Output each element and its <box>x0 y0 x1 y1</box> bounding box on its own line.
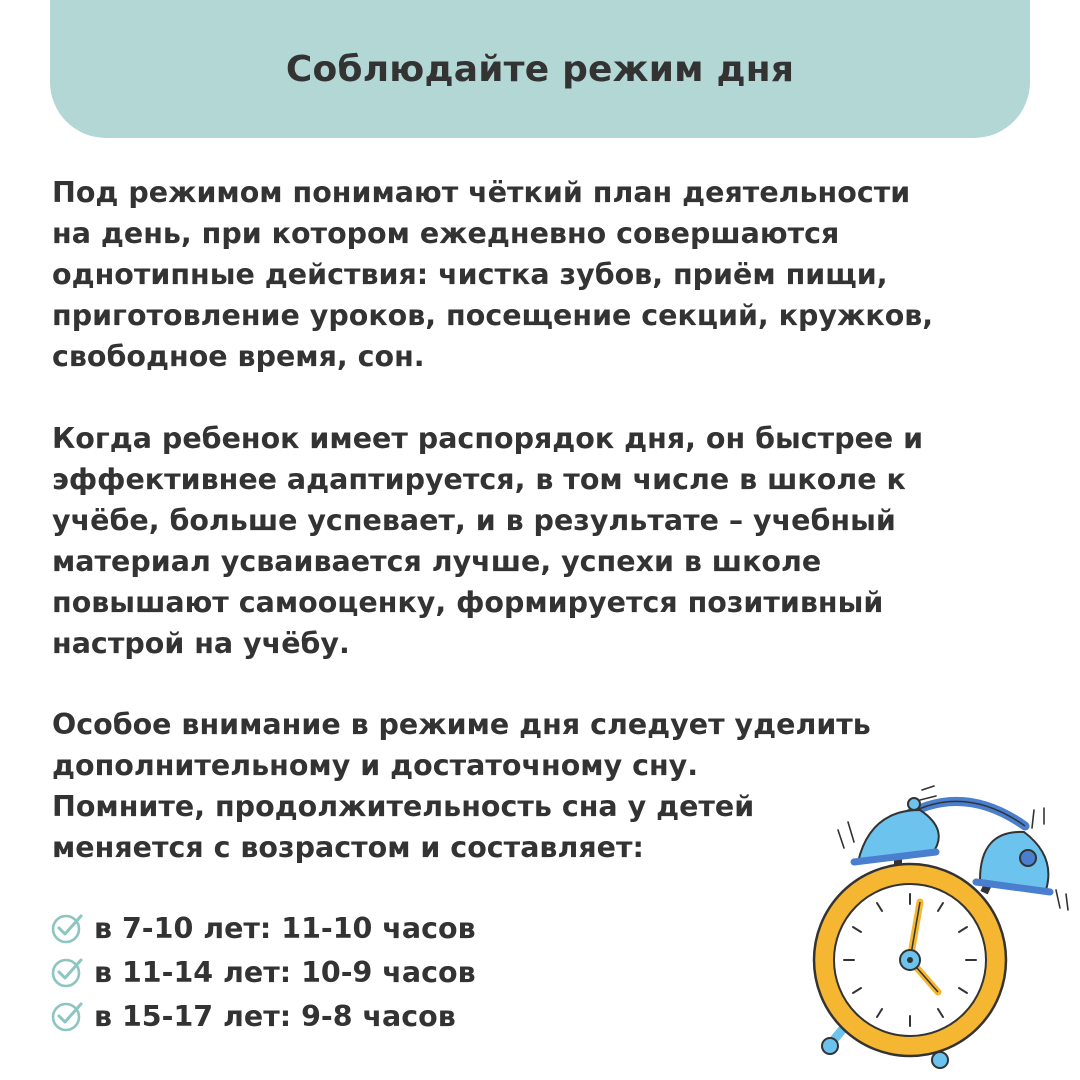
header-banner <box>50 0 1030 138</box>
sleep-duration-list <box>50 906 476 1038</box>
text-line: повышают самооценку, формируется позитивный <box>52 586 884 619</box>
alarm-clock-illustration <box>810 770 1080 1080</box>
text-line: Помните, продолжительность сна у детей <box>52 790 755 823</box>
text-line: Когда ребенок имеет распорядок дня, он быстрее и <box>52 422 924 455</box>
paragraph-routine-benefits <box>52 418 1032 664</box>
list-item-label: в 11-14 лет: 10-9 часов <box>94 955 476 989</box>
text-line: дополнительному и достаточному сну. <box>52 749 699 782</box>
page-title: Соблюдайте режим дня <box>285 48 795 90</box>
check-circle-icon <box>50 999 84 1033</box>
paragraph-routine-definition <box>52 172 1032 377</box>
text-line: свободное время, сон. <box>52 340 425 373</box>
check-circle-icon <box>50 955 84 989</box>
list-item <box>50 906 476 950</box>
list-item-label: в 7-10 лет: 11-10 часов <box>94 911 476 945</box>
list-item <box>50 994 476 1038</box>
check-circle-icon <box>50 911 84 945</box>
text-line: на день, при котором ежедневно совершаются <box>52 217 840 250</box>
text-line: приготовление уроков, посещение секций, кружков, <box>52 299 934 332</box>
text-line: однотипные действия: чистка зубов, приём пищи, <box>52 258 888 291</box>
list-item-label: в 15-17 лет: 9-8 часов <box>94 999 456 1033</box>
text-line: меняется с возрастом и составляет: <box>52 831 644 864</box>
list-item <box>50 950 476 994</box>
text-line: материал усваивается лучше, успехи в школе <box>52 545 822 578</box>
text-line: эффективнее адаптируется, в том числе в школе к <box>52 463 906 496</box>
text-line: настрой на учёбу. <box>52 627 350 660</box>
text-line: учёбе, больше успевает, и в результате – учебный <box>52 504 896 537</box>
text-line: Под режимом понимают чёткий план деятельности <box>52 176 911 209</box>
right-bell <box>976 832 1050 894</box>
text-line: Особое внимание в режиме дня следует уделить <box>52 708 871 741</box>
